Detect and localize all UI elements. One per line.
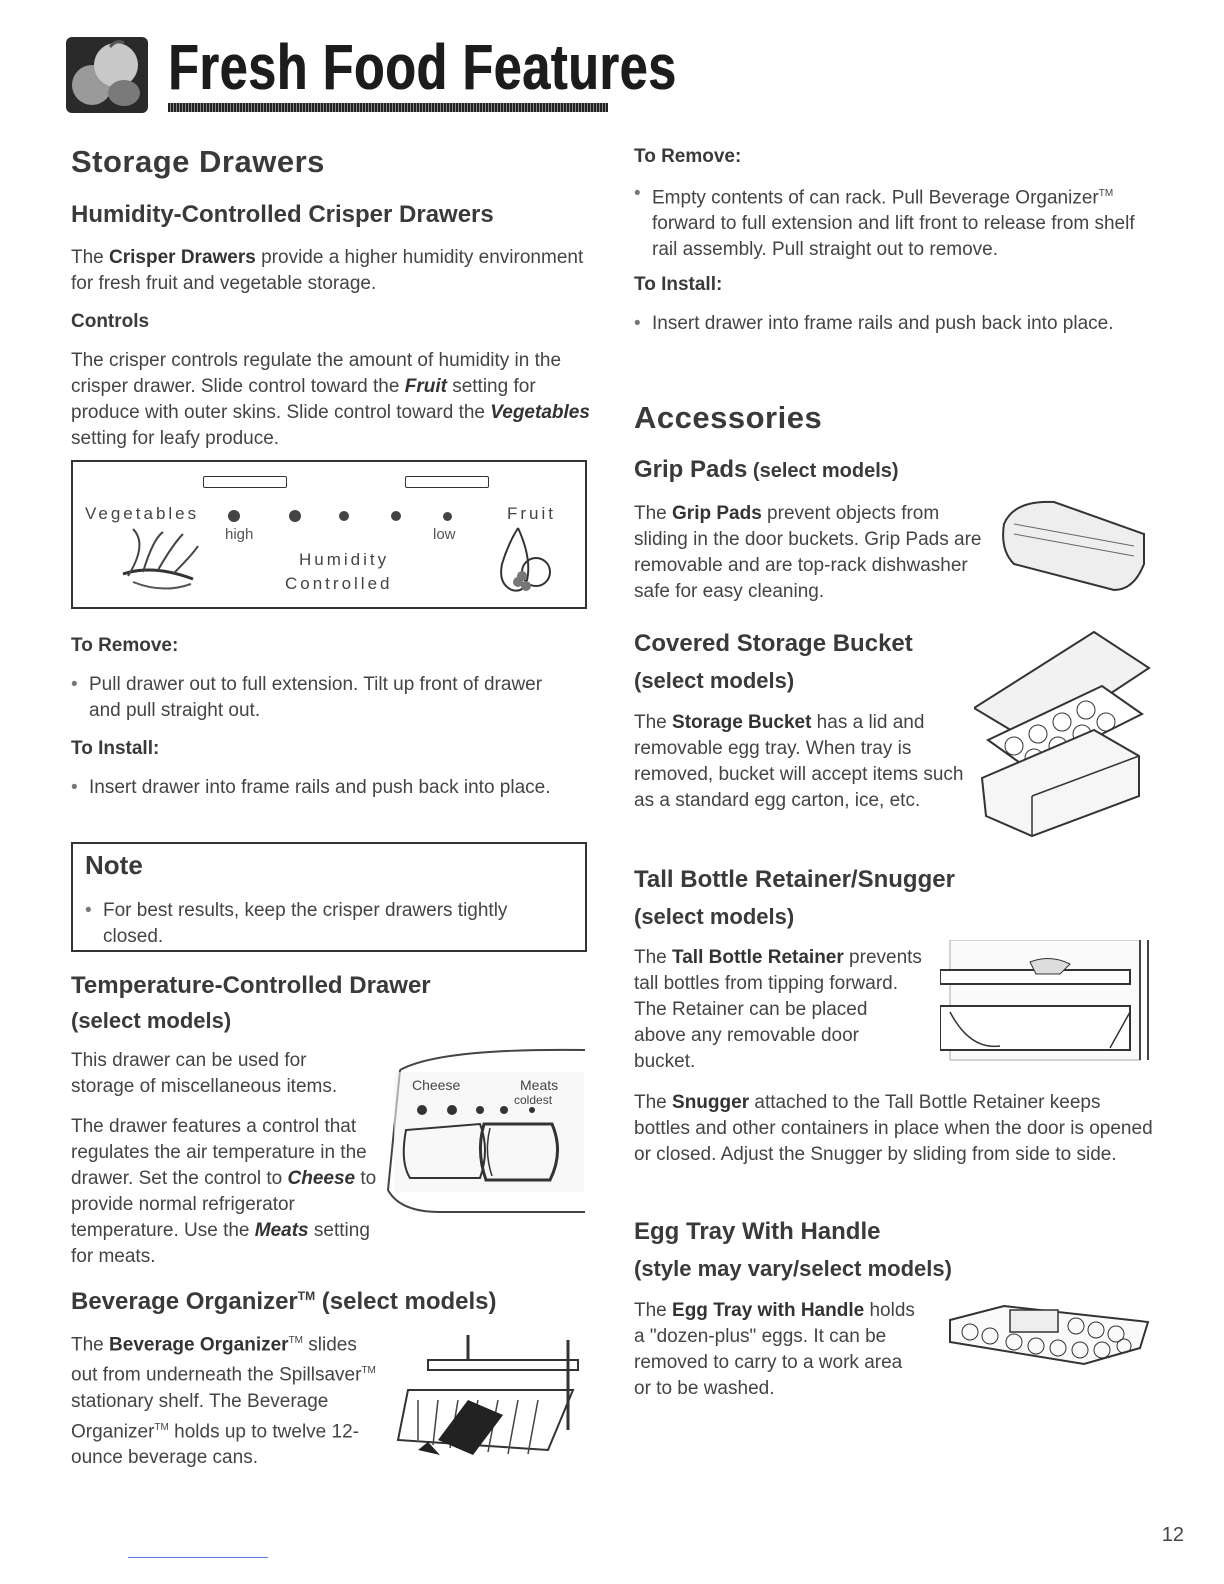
- storage-bucket-heading: Covered Storage Bucket: [634, 630, 913, 657]
- remove-instruction: • Pull drawer out to full extension. Tilt up front of drawer and pull straight out.: [71, 672, 571, 724]
- temp-drawer-sub: (select models): [71, 1008, 232, 1033]
- high-label: high: [225, 526, 254, 543]
- storage-bucket-paragraph: The Storage Bucket has a lid and removable egg tray. When tray is removed, bucket will accept items such as a standard egg carton, ice, etc.: [634, 712, 964, 811]
- right-remove-instruction: • Empty contents of can rack. Pull Beverage Organizer™ forward to full extension and lift front to release from shelf rail assembly. Pull straight out to remove.: [634, 181, 1154, 263]
- humidity-dot: [443, 512, 452, 521]
- note-box: [71, 842, 587, 952]
- slider-slot[interactable]: [203, 476, 287, 488]
- egg-tray-sub: (style may vary/select models): [634, 1256, 952, 1281]
- tall-bottle-heading: Tall Bottle Retainer/Snugger: [634, 866, 955, 893]
- install-heading: To Install:: [71, 738, 160, 759]
- remove-heading: To Remove:: [71, 635, 179, 656]
- egg-tray-illustration: [944, 1302, 1154, 1368]
- accessories-heading: Accessories: [634, 400, 823, 435]
- humidity-dot: [289, 510, 301, 522]
- vegetables-label: Vegetables: [85, 504, 200, 523]
- humidity-label: Humidity: [299, 550, 390, 569]
- beverage-organizer-paragraph: The Beverage Organizer™ slides out from underneath the Spillsaver™ stationary shelf. The Beverage Organizer™ holds up to twelve 12-ounce beverage cans.: [71, 1334, 376, 1468]
- humidity-dot: [228, 510, 240, 522]
- controls-heading: Controls: [71, 311, 150, 332]
- grip-pads-paragraph: The Grip Pads prevent objects from sliding in the door buckets. Grip Pads are removable and are top-rack dishwasher safe for easy cleaning.: [634, 503, 982, 602]
- page-title: Fresh Food Features: [168, 31, 677, 103]
- meats-label: Meats: [520, 1077, 559, 1093]
- storage-drawers-heading: Storage Drawers: [71, 144, 325, 179]
- tall-bottle-sub: (select models): [634, 904, 795, 929]
- temperature-control-illustration: [380, 1040, 588, 1218]
- cheese-label: Cheese: [412, 1077, 461, 1093]
- right-install-instruction: • Insert drawer into frame rails and push back into place.: [634, 311, 1134, 337]
- note-title: Note: [85, 850, 143, 880]
- tall-bottle-retainer-illustration: [940, 940, 1155, 1066]
- page-number: 12: [1161, 1524, 1184, 1546]
- controls-paragraph: The crisper controls regulate the amount of humidity in the crisper drawer. Slide control toward the Fruit setting for produce with outer skins. Slide control toward the Vegetables setting for leafy produce.: [71, 350, 590, 449]
- crisper-heading: Humidity-Controlled Crisper Drawers: [71, 201, 494, 228]
- fruit-label: Fruit: [507, 504, 556, 523]
- controlled-label: Controlled: [285, 574, 393, 593]
- storage-bucket-sub: (select models): [634, 668, 795, 693]
- right-remove-heading: To Remove:: [634, 146, 742, 167]
- right-install-heading: To Install:: [634, 274, 723, 295]
- vegetables-icon: [113, 524, 203, 594]
- coldest-label: coldest: [514, 1093, 553, 1107]
- humidity-dot: [391, 511, 401, 521]
- slider-slot[interactable]: [405, 476, 489, 488]
- grip-pad-illustration: [994, 494, 1154, 600]
- temp-paragraph-2: The drawer features a control that regulates the air temperature in the drawer. Set the control to Cheese to provide normal refrigerator temperature. Use the Meats setting for meats.: [71, 1116, 377, 1267]
- snugger-paragraph: The Snugger attached to the Tall Bottle Retainer keeps bottles and other containers in place when the door is opened or closed. Adjust the Snugger by sliding from side to side.: [634, 1092, 1153, 1165]
- install-instruction: • Insert drawer into frame rails and push back into place.: [71, 775, 571, 801]
- grip-pads-heading: Grip Pads (select models): [634, 456, 899, 483]
- crisper-paragraph: The Crisper Drawers provide a higher humidity environment for fresh fruit and vegetable storage.: [71, 247, 584, 294]
- temp-drawer-heading: Temperature-Controlled Drawer: [71, 972, 431, 999]
- humidity-dot: [339, 511, 349, 521]
- fruit-icon: [478, 524, 558, 602]
- footer-link-rule: [128, 1557, 268, 1558]
- crisper-control-panel: [71, 460, 587, 609]
- low-label: low: [433, 526, 456, 543]
- produce-icon: [66, 37, 148, 113]
- beverage-organizer-illustration: [388, 1330, 588, 1480]
- egg-tray-paragraph: The Egg Tray with Handle holds a "dozen-plus" eggs. It can be removed to carry to a work area or to be washed.: [634, 1300, 915, 1399]
- temp-paragraph-1: This drawer can be used for storage of miscellaneous items.: [71, 1050, 338, 1097]
- title-rule: [168, 103, 608, 112]
- egg-tray-heading: Egg Tray With Handle: [634, 1218, 881, 1245]
- tall-bottle-paragraph: The Tall Bottle Retainer prevents tall bottles from tipping forward. The Retainer can be placed above any removable door bucket.: [634, 947, 922, 1072]
- storage-bucket-illustration: [974, 628, 1154, 840]
- note-text: • For best results, keep the crisper drawers tightly closed.: [85, 898, 565, 950]
- beverage-organizer-heading: Beverage Organizer™ (select models): [71, 1288, 497, 1315]
